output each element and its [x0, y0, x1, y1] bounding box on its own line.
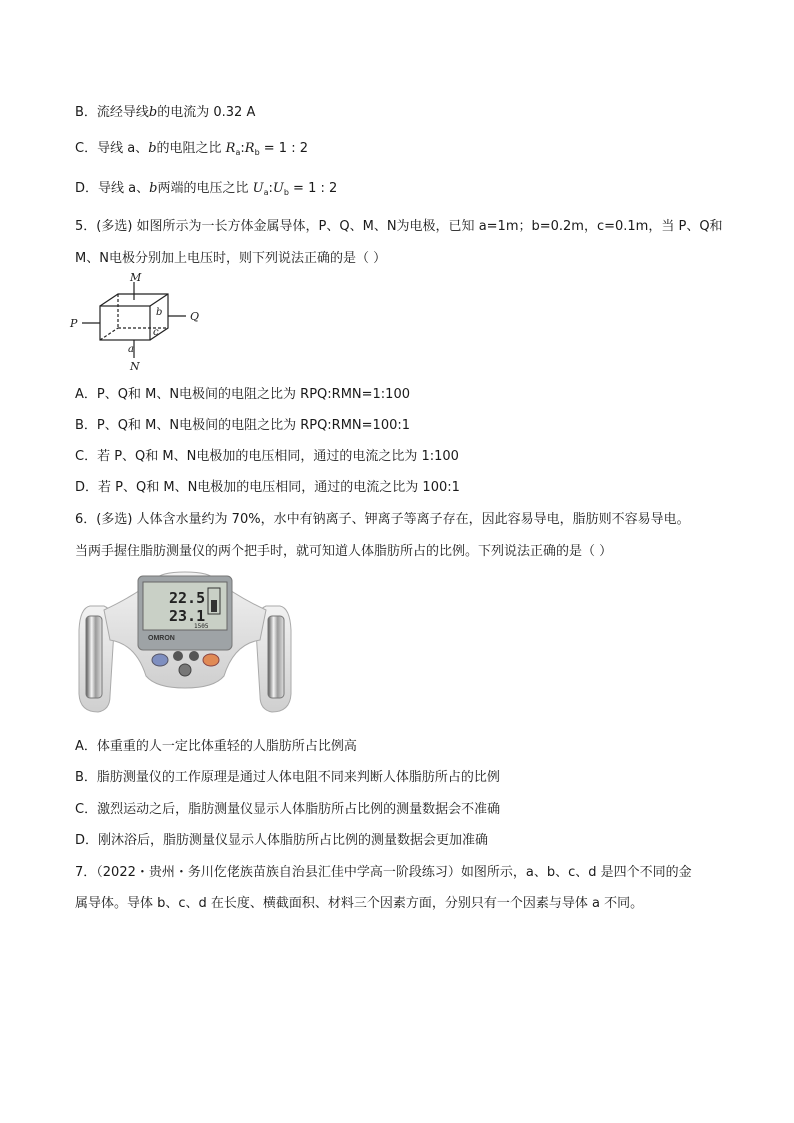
q6-option-c: C．激烈运动之后，脂肪测量仪显示人体脂肪所占比例的测量数据会不准确 [75, 802, 501, 817]
var-b: b [148, 105, 158, 120]
label-Q: Q [190, 310, 200, 323]
label-c: c [153, 327, 159, 338]
symbol-R: R [225, 141, 236, 156]
orange-button [203, 654, 219, 666]
var-b: b [149, 181, 158, 196]
blue-button [152, 654, 168, 666]
ratio: = 1 : 2 [263, 141, 308, 156]
q7-stem-line1: 7．（2022・贵州・务川仡佬族苗族自治县汇佳中学高一阶段练习）如图所示，a、b、c、d 是四个不同的金 [75, 865, 692, 880]
front-face [100, 306, 150, 340]
label-M: M [130, 272, 142, 284]
q6-option-d: D．刚沐浴后，脂肪测量仪显示人体脂肪所占比例的测量数据会更加准确 [75, 833, 489, 848]
q6-option-b: B．脂肪测量仪的工作原理是通过人体电阻不同来判断人体脂肪所占的比例 [75, 770, 500, 785]
q6-option-a: A．体重重的人一定比体重轻的人脂肪所占比例高 [75, 739, 357, 754]
body-fat-meter-image [74, 570, 296, 718]
label-N: N [130, 360, 140, 372]
subscript-b: b [283, 188, 289, 197]
q5-option-a: A．P、Q和 M、N电极间的电阻之比为 RPQ:RMN=1:100 [75, 387, 410, 402]
left-grip-electrode [86, 616, 102, 698]
option-text: B．流经导线 [75, 105, 149, 120]
q5-cuboid-figure [68, 272, 218, 372]
option-text: C．导线 a、 [75, 141, 149, 156]
symbol-R: R [244, 141, 255, 156]
option-text: 的电流为 0.32 A [157, 105, 256, 120]
q5-option-c: C．若 P、Q和 M、N电极加的电压相同，通过的电流之比为 1:100 [75, 449, 459, 464]
option-b-current [75, 104, 255, 122]
down-button [189, 651, 199, 661]
lcd-reading-3: 1505 [194, 623, 209, 630]
lcd-reading-2: 23.1 [169, 607, 206, 625]
label-P: P [70, 317, 78, 330]
symbol-U: U [252, 181, 264, 196]
brand-logo: OMRON [148, 635, 175, 642]
q5-stem-line2: M、N电极分别加上电压时，则下列说法正确的是（ ） [75, 251, 387, 266]
q5-stem-line1: 5．(多选) 如图所示为一长方体金属导体，P、Q、M、N为电极，已知 a=1m；b=0.2m，c=0.1m，当 P、Q和 [75, 219, 723, 234]
q6-stem-line2: 当两手握住脂肪测量仪的两个把手时，就可知道人体脂肪所占的比例。下列说法正确的是（ ） [75, 544, 613, 559]
label-a: a [128, 344, 134, 355]
option-d-voltage [75, 180, 337, 199]
option-text: D．导线 a、 [75, 181, 150, 196]
subscript-b: b [254, 148, 260, 157]
q7-stem-line2: 属导体。导体 b、c、d 在长度、横截面积、材料三个因素方面，分别只有一个因素与导体 a 不同。 [75, 896, 644, 911]
subscript-a: a [263, 188, 269, 197]
subscript-a: a [235, 148, 241, 157]
up-button [173, 651, 183, 661]
label-b: b [156, 307, 163, 318]
q5-option-b: B．P、Q和 M、N电极间的电阻之比为 RPQ:RMN=100:1 [75, 418, 411, 433]
q5-option-d: D．若 P、Q和 M、N电极加的电压相同，通过的电流之比为 100:1 [75, 480, 460, 495]
option-text: 两端的电压之比 [157, 181, 249, 196]
center-button [179, 664, 191, 676]
option-c-resistance [75, 140, 308, 159]
ratio: = 1 : 2 [293, 181, 338, 196]
symbol-U: U [272, 181, 284, 196]
option-text: 的电阻之比 [156, 141, 222, 156]
lcd-reading-1: 22.5 [169, 589, 206, 607]
right-grip-electrode [268, 616, 284, 698]
var-b: b [148, 141, 157, 156]
colon: : [240, 141, 245, 156]
colon: : [268, 181, 273, 196]
q6-stem-line1: 6．(多选) 人体含水量约为 70%，水中有钠离子、钾离子等离子存在，因此容易导电，脂肪则不容易导电。 [75, 512, 690, 527]
